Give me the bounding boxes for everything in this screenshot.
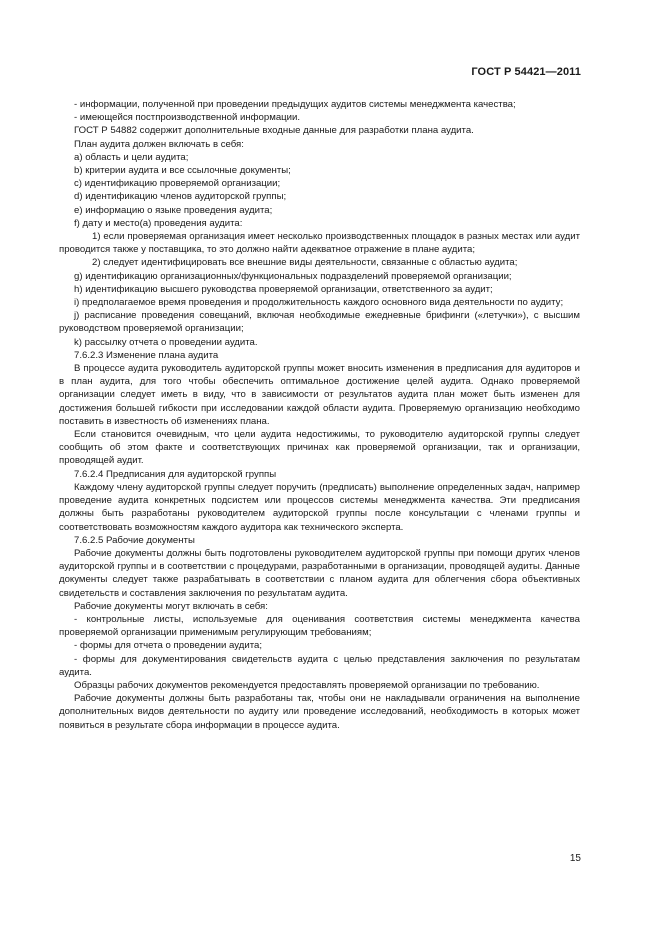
- list-item: e) информацию о языке проведения аудита;: [74, 204, 273, 216]
- paragraph: Рабочие документы могут включать в себя:: [74, 600, 268, 612]
- list-item: f) дату и место(а) проведения аудита:: [74, 217, 243, 229]
- section-heading: 7.6.2.3 Изменение плана аудита: [74, 349, 219, 361]
- page-number: 15: [569, 853, 581, 864]
- paragraph: Рабочие документы должны быть разработаны так, чтобы они не накладывали ограничения на выполнение дополнительных видов деятельности по аудиту или проведение исследований, необходимость в которых может появиться в результате сбора информации в процессе аудита.: [59, 693, 580, 731]
- list-item: c) идентификацию проверяемой организации;: [74, 178, 281, 190]
- paragraph: План аудита должен включать в себя:: [74, 138, 244, 150]
- list-item: h) идентификацию высшего руководства проверяемой организации, ответственного за аудит;: [74, 283, 493, 295]
- section-heading: 7.6.2.4 Предписания для аудиторской группы: [74, 468, 277, 480]
- list-item: a) область и цели аудита;: [74, 151, 189, 163]
- list-item: k) рассылку отчета о проведении аудита.: [74, 336, 258, 348]
- section-heading: 7.6.2.5 Рабочие документы: [74, 534, 195, 546]
- paragraph: В процессе аудита руководитель аудиторской группы может вносить изменения в предписания для аудиторов и в план аудита, для того чтобы обеспечить оптимальное достижение целей аудита. Однако проверяемой организации следует иметь в виду, что в зависимости от результатов аудита план может быть изменен для достижения большей гибкости при исследовании каждой области аудита. Проверяемую организацию необходимо поставить в известность об изменениях плана.: [59, 363, 580, 427]
- list-item: i) предполагаемое время проведения и продолжительность каждого основного вида деятельности по аудиту;: [74, 297, 564, 309]
- list-item: b) критерии аудита и все ссылочные документы;: [74, 165, 291, 177]
- paragraph: - имеющейся постпроизводственной информации.: [74, 112, 301, 124]
- sub-list-item: 2) следует идентифицировать все внешние виды деятельности, связанные с областью аудита;: [92, 257, 518, 269]
- sub-list-item: 1) если проверяемая организация имеет несколько производственных площадок в разных местах или аудит проводится также у поставщика, то это должно найти адекватное отражение в плане аудита;: [59, 231, 580, 256]
- paragraph: Образцы рабочих документов рекомендуется предоставлять проверяемой организации по требованию.: [74, 679, 540, 691]
- paragraph: Рабочие документы должны быть подготовлены руководителем аудиторской группы при помощи других членов аудиторской группы и в соответствии с процедурами, разработанными в организации, проводящей аудиты. Данные документы следует также разрабатывать в соответствии с планом аудита для облегчения сбора объективных свидетельств и составления заключения по результатам аудита.: [59, 547, 580, 599]
- paragraph: Если становится очевидным, что цели аудита недостижимы, то руководителю аудиторской группы следует сообщить об этом факте и соответствующих причинах как проверяемой организации, так и организации, проводящей аудит.: [59, 429, 580, 467]
- list-item: g) идентификацию организационных/функциональных подразделений проверяемой организации;: [74, 270, 512, 282]
- document-body: [59, 98, 580, 732]
- list-item: - контрольные листы, используемые для оценивания соответствия системы менеджмента качества проверяемой организации применимым регулирующим требованиям;: [59, 613, 580, 639]
- paragraph: ГОСТ Р 54882 содержит дополнительные входные данные для разработки плана аудита.: [74, 125, 474, 137]
- list-item: j) расписание проведения совещаний, включая необходимые ежедневные брифинги («летучки»), с высшим руководством проверяемой организации;: [59, 310, 580, 335]
- list-item: d) идентификацию членов аудиторской группы;: [74, 191, 287, 203]
- paragraph: Каждому члену аудиторской группы следует поручить (предписать) выполнение определенных задач, например проведение аудита конкретных подсистем или процессов системы менеджмента качества. Эти предписания должны быть разработаны руководителем аудиторской группы после консультации с членами группы и соответствовать возможностям каждого аудитора как технического эксперта.: [59, 481, 580, 533]
- list-item: - формы для отчета о проведении аудита;: [74, 640, 263, 652]
- list-item: - формы для документирования свидетельств аудита с целью представления заключения по результатам аудита.: [59, 653, 580, 678]
- paragraph: - информации, полученной при проведении предыдущих аудитов системы менеджмента качества;: [74, 99, 516, 110]
- document-code-header: ГОСТ Р 54421—2011: [471, 66, 581, 78]
